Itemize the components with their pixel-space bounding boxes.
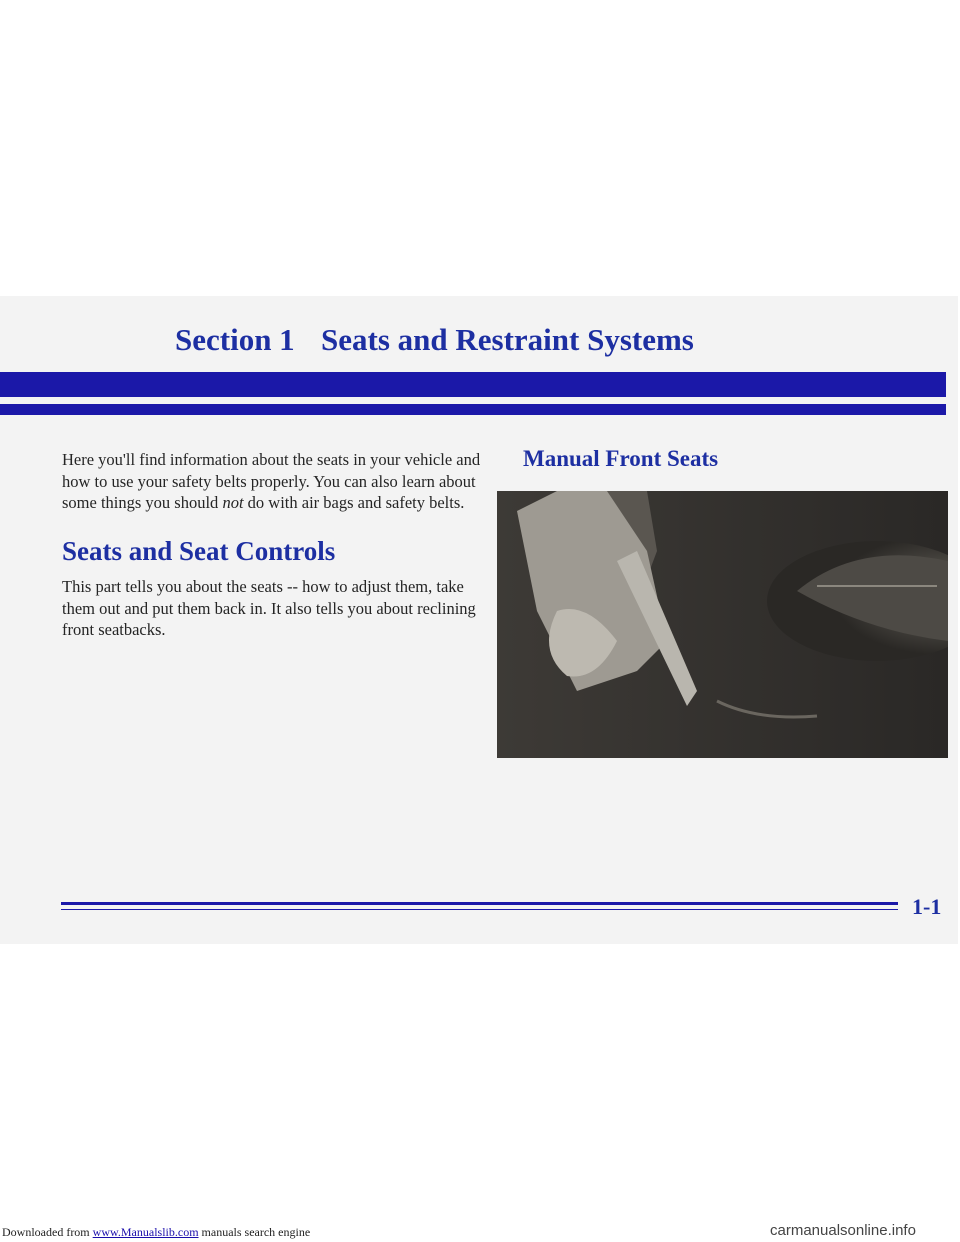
footer-rule-thin [61,909,898,910]
download-source-bar [2,1225,310,1240]
seat-photo-illustration [497,491,948,758]
seats-controls-heading: Seats and Seat Controls [62,536,336,566]
header-band [0,372,946,397]
section-number: Section 1 [175,322,295,357]
download-suffix: manuals search engine [198,1225,311,1239]
intro-paragraph [62,449,482,514]
section-title [175,322,694,358]
manual-front-seats-heading: Manual Front Seats [523,446,719,471]
manualslib-link[interactable]: www.Manualslib.com [92,1225,199,1239]
seats-controls-paragraph: This part tells you about the seats -- how to adjust them, take them out and put them back in. It also tells you about reclining front seatbacks. [62,577,476,639]
footer-rule [61,902,898,905]
intro-text-start: Here you'll find information about the seats in your vehicle and how to use your safety belts properly. You can also learn about some things you should [62,450,481,512]
seat-adjust-photo [497,491,948,758]
site-watermark: carmanualsonline.info [770,1222,916,1239]
page-number: 1-1 [912,894,942,919]
intro-text-end: do with air bags and safety belts. [243,493,465,512]
section-name: Seats and Restraint Systems [321,322,694,357]
intro-emphasis: not [222,493,244,512]
download-prefix: Downloaded from [2,1225,93,1239]
header-band-thin [0,404,946,415]
